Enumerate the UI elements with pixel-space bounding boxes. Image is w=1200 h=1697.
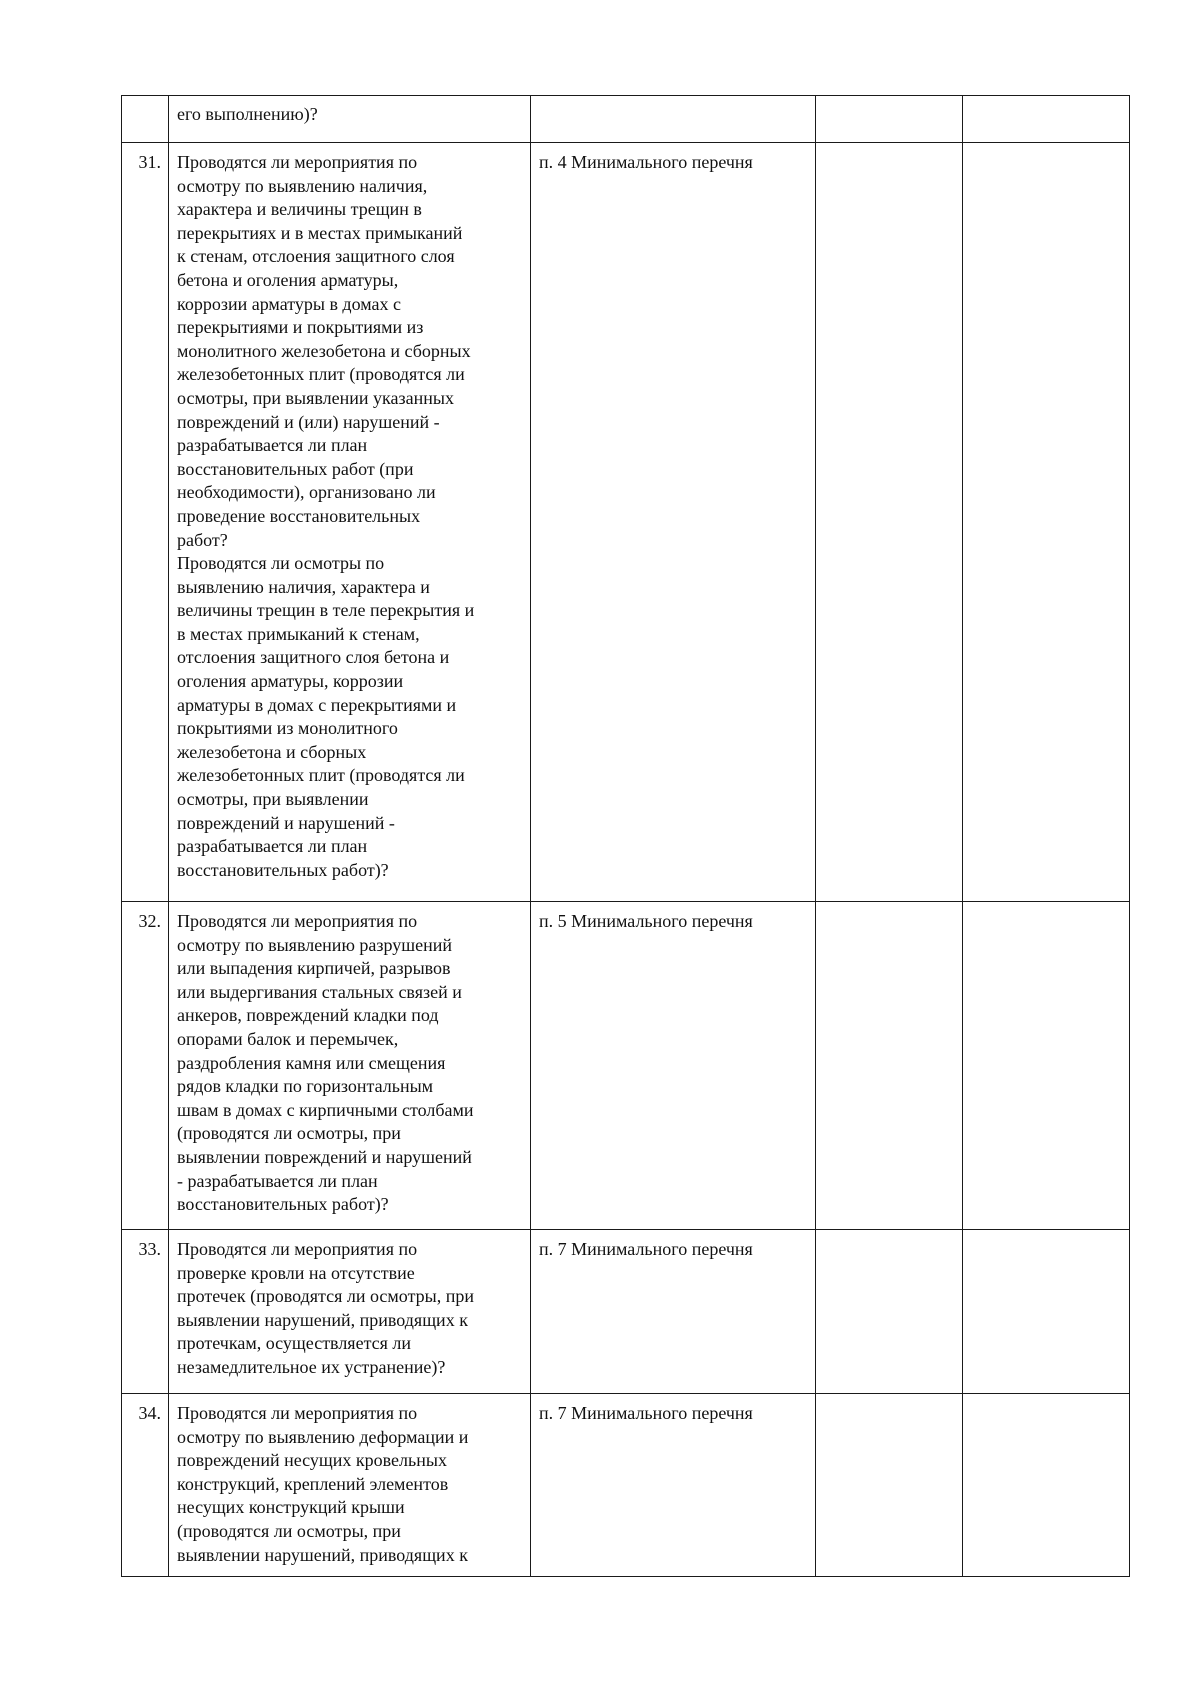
row-number: 31.: [138, 152, 161, 172]
row-number-cell: [122, 1230, 169, 1394]
question-cell: [169, 1394, 531, 1577]
question-text: его выполнению)?: [177, 104, 318, 124]
reference-text: п. 7 Минимального перечня: [539, 1403, 753, 1423]
table-row: [122, 1230, 1130, 1394]
table-row: [122, 96, 1130, 143]
question-cell: [169, 143, 531, 902]
reference-text: п. 7 Минимального перечня: [539, 1239, 753, 1259]
question-cell: [169, 902, 531, 1230]
note-cell: [963, 1230, 1130, 1394]
reference-text: п. 4 Минимального перечня: [539, 152, 753, 172]
table-row: [122, 1394, 1130, 1577]
row-number: [122, 96, 168, 104]
row-number: 33.: [138, 1239, 161, 1259]
question-text: Проводятся ли мероприятия по осмотру по выявлению деформации и повреждений несущих кровельных конструкций, креплений элементов несущих конструкций крыши (проводятся ли осмотры, при выявлении нарушений, приводящих к: [177, 1403, 469, 1565]
question-text: Проводятся ли мероприятия по осмотру по выявлению разрушений или выпадения кирпичей, разрывов или выдергивания стальных связей и анкеров, повреждений кладки под опорами балок и перемычек, раздробления камня или смещения рядов кладки по горизонтальным швам в домах с кирпичными столбами (проводятся ли осмотры, при выявлении повреждений и нарушений - разрабатывается ли план восстановительных работ)?: [177, 911, 474, 1215]
answer-cell: [816, 902, 963, 1230]
answer-cell: [816, 1230, 963, 1394]
checklist-table: [121, 95, 1130, 1577]
row-number-cell: [122, 902, 169, 1230]
answer-cell: [816, 143, 963, 902]
question-cell: [169, 1230, 531, 1394]
row-number-cell: [122, 143, 169, 902]
reference-text: [531, 96, 815, 104]
table-row: [122, 143, 1130, 902]
reference-cell: [531, 96, 816, 143]
question-text: Проводятся ли мероприятия по осмотру по выявлению наличия, характера и величины трещин в перекрытиях и в местах примыканий к стенам, отслоения защитного слоя бетона и оголения арматуры, коррозии арматуры в домах с перекрытиями и покрытиями из монолитного железобетона и сборных железобетонных плит (проводятся ли осмотры, при выявлении указанных повреждений и (или) нарушений - разрабатывается ли план восстановительных работ (при необходимости), организовано ли проведение восстановительных работ? Проводятся ли осмотры по выявлению наличия, характера и величины трещин в теле перекрытия и в местах примыканий к стенам, отслоения защитного слоя бетона и оголения арматуры, коррозии арматуры в домах с перекрытиями и покрытиями из монолитного железобетона и сборных железобетонных плит (проводятся ли осмотры, при выявлении повреждений и нарушений - разрабатывается ли план восстановительных работ)?: [177, 152, 475, 880]
note-cell: [963, 902, 1130, 1230]
row-number-cell: [122, 1394, 169, 1577]
reference-cell: [531, 902, 816, 1230]
note-cell: [963, 96, 1130, 143]
reference-cell: [531, 1394, 816, 1577]
answer-cell: [816, 1394, 963, 1577]
note-cell: [963, 143, 1130, 902]
reference-cell: [531, 1230, 816, 1394]
row-number: 34.: [138, 1403, 161, 1423]
row-number: 32.: [138, 911, 161, 931]
question-text: Проводятся ли мероприятия по проверке кровли на отсутствие протечек (проводятся ли осмотры, при выявлении нарушений, приводящих к протечкам, осуществляется ли незамедлительное их устранение)?: [177, 1239, 475, 1377]
question-cell: [169, 96, 531, 143]
answer-cell: [816, 96, 963, 143]
table-row: [122, 902, 1130, 1230]
reference-cell: [531, 143, 816, 902]
note-cell: [963, 1394, 1130, 1577]
row-number-cell: [122, 96, 169, 143]
reference-text: п. 5 Минимального перечня: [539, 911, 753, 931]
